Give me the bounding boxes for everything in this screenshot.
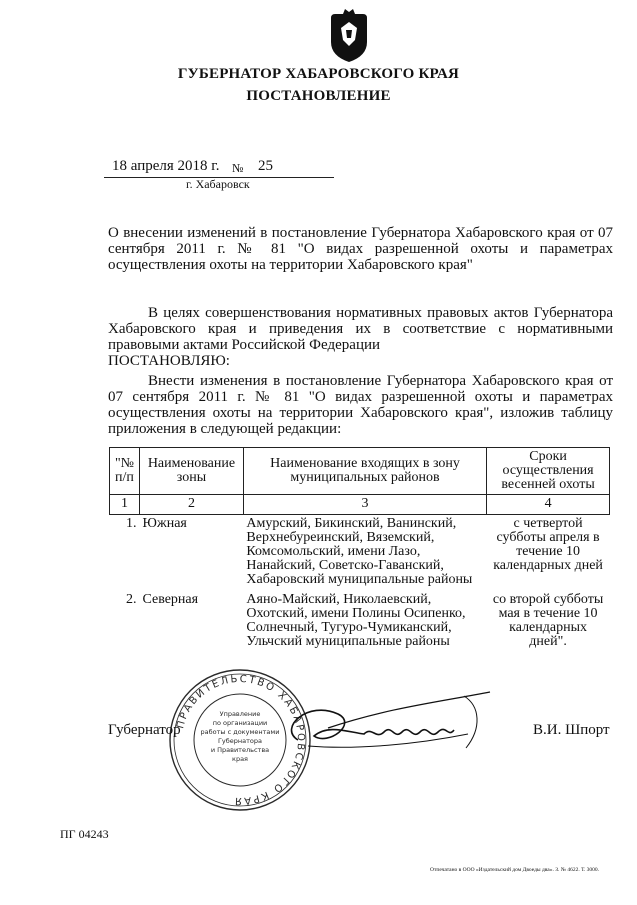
hunting-zones-table: [109, 447, 610, 651]
document-subject: О внесении изменений в постановление Губернатора Хабаровского края от 07 сентября 2011 г. № 81 "О видах разрешенной охоты и параметрах осуществления охоты на территории Хабаровского края": [108, 225, 613, 273]
stamp-line: Управление: [219, 710, 261, 718]
stamp-ring-text: ПРАВИТЕЛЬСТВО ХАБАРОВСКОГО КРАЯ: [175, 673, 307, 807]
column-header-number: "№ п/п: [110, 448, 140, 495]
stamp-line: Губернатора: [217, 737, 263, 745]
preamble-paragraph: В целях совершенствования нормативных правовых актов Губернатора Хабаровского края и приведения их в соответствие с нормативными правовыми актами Российской Федерации: [108, 305, 613, 353]
signatory-name: В.И. Шпорт: [533, 722, 610, 738]
index-cell: 1: [110, 495, 140, 515]
row-districts: Аяно-Майский, Николаевский, Охотский, имени Полины Осипенко, Солнечный, Тугуро-Чумиканский, Ульчский муниципальные районы: [246, 591, 466, 649]
handwritten-signature: [268, 688, 498, 758]
stamp-line: по организации: [212, 719, 268, 727]
row-number: 2.: [125, 591, 137, 607]
signatory-position: Губернатор: [108, 722, 181, 738]
coat-of-arms-icon: [327, 8, 371, 64]
index-cell: 3: [243, 495, 486, 515]
decree-word: ПОСТАНОВЛЯЮ:: [108, 353, 230, 369]
form-code: ПГ 04243: [60, 827, 109, 841]
index-cell: 4: [487, 495, 610, 515]
document-date: 18 апреля 2018 г.: [112, 158, 220, 174]
column-header-period: Сроки осуществления весенней охоты: [487, 448, 610, 495]
authority-title: ГУБЕРНАТОР ХАБАРОВСКОГО КРАЯ: [177, 66, 460, 82]
row-period: со второй субботы мая в течение 10 календарных дней".: [492, 591, 604, 649]
index-cell: 2: [139, 495, 243, 515]
document-number: 25: [258, 158, 273, 174]
row-zone: Южная: [142, 516, 187, 531]
table-header-row: [110, 448, 610, 495]
column-header-districts: Наименование входящих в зону муниципальных районов: [243, 448, 486, 495]
instruction-paragraph: Внести изменения в постановление Губернатора Хабаровского края от 07 сентября 2011 г. № 81 "О видах разрешенной охоты и параметрах осуществления охоты на территории Хабаровского края", изложив таблицу приложения в следующей редакции:: [108, 373, 613, 437]
number-sign: №: [232, 161, 244, 175]
stamp-line: края: [232, 755, 248, 763]
table-row: [110, 515, 610, 591]
document-type: ПОСТАНОВЛЕНИЕ: [246, 88, 391, 104]
stamp-line: работы с документами: [200, 728, 280, 736]
stamp-line: и Правительства: [210, 746, 270, 754]
table-index-row: [110, 495, 610, 515]
row-districts: Амурский, Бикинский, Ванинский, Верхнебуреинский, Вяземский, Комсомольский, имени Лазо, Нанайский, Советско-Гаванский, Хабаровский муниципальные районы: [246, 516, 473, 587]
row-zone: Северная: [142, 591, 199, 607]
printer-imprint: Отпечатано в ООО «Издательский дом Двоеды два». З. № 4622. Т. 3000.: [430, 867, 600, 873]
row-number: 1.: [125, 516, 137, 531]
row-period: с четвертой субботы апреля в течение 10 календарных дней: [493, 516, 603, 573]
document-city: г. Хабаровск: [186, 177, 250, 191]
table-row: [110, 591, 610, 651]
column-header-zone: Наименование зоны: [139, 448, 243, 495]
